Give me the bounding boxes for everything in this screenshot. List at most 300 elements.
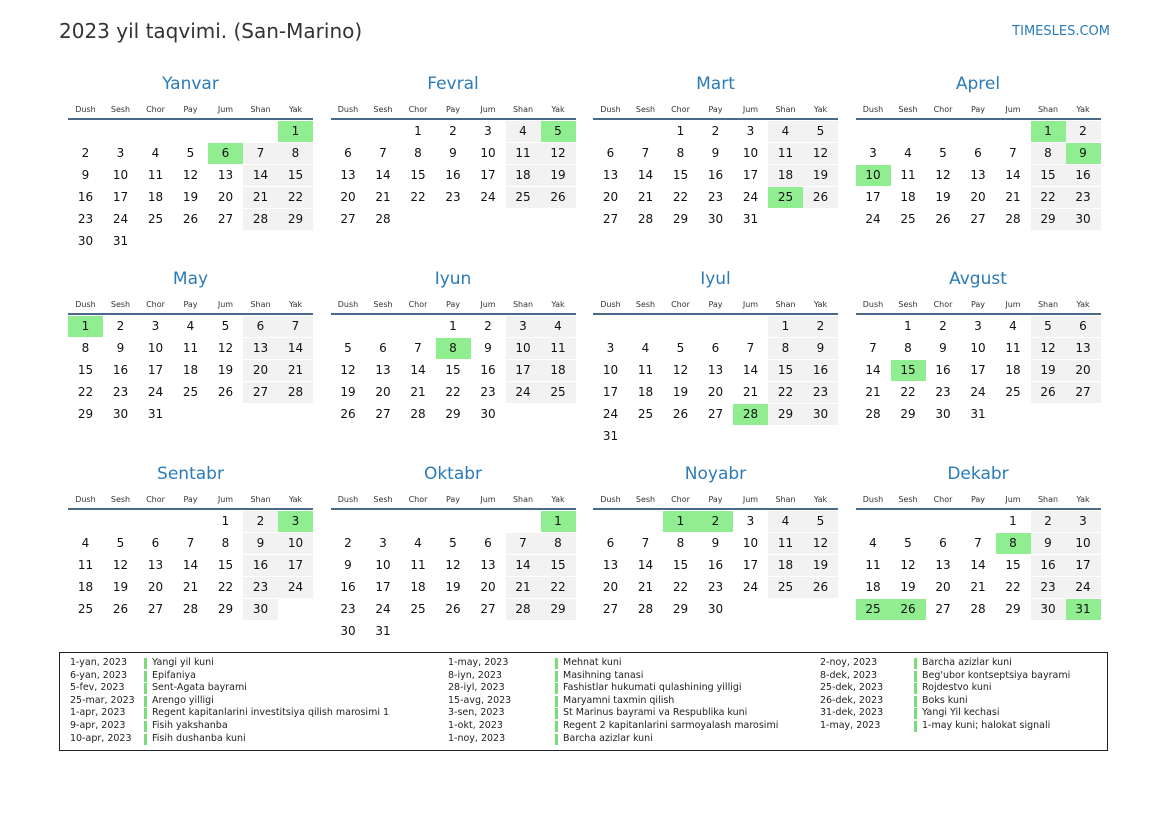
weekday-label: Jum bbox=[480, 300, 496, 309]
month-yanvar bbox=[68, 72, 313, 267]
holiday-date: 1-okt, 2023 bbox=[448, 720, 503, 731]
day-cell: 15 bbox=[672, 558, 689, 572]
month-name: Iyun bbox=[434, 269, 472, 289]
day-cell: 29 bbox=[1005, 602, 1021, 616]
weekday-label: Jum bbox=[742, 495, 759, 504]
day-cell: 24 bbox=[375, 602, 391, 616]
day-cell: 11 bbox=[541, 338, 576, 359]
day-cell: 13 bbox=[935, 558, 951, 572]
day-cell: 14 bbox=[375, 168, 391, 182]
day-cell: 21 bbox=[506, 577, 541, 598]
day-cell: 11 bbox=[637, 363, 654, 377]
day-cell: 4 bbox=[768, 121, 803, 142]
weekday-label: Shan bbox=[250, 495, 271, 504]
site-link[interactable]: TIMESLES.COM bbox=[1012, 24, 1110, 39]
weekday-label: Shan bbox=[512, 300, 534, 309]
month-sentabr bbox=[68, 462, 313, 657]
weekday-label: Pay bbox=[445, 105, 461, 114]
day-cell: 4 bbox=[151, 146, 160, 160]
day-cell: 13 bbox=[602, 558, 619, 572]
day-cell: 9 bbox=[243, 533, 278, 554]
day-cell: 23 bbox=[803, 382, 838, 403]
day-cell: 3 bbox=[746, 124, 755, 138]
day-cell: 30 bbox=[340, 624, 356, 638]
holiday-marker bbox=[914, 696, 917, 707]
weekday-label: Pay bbox=[708, 300, 723, 309]
weekday-label: Dush bbox=[75, 495, 96, 504]
month-name: Iyul bbox=[700, 269, 731, 289]
day-cell: 14 bbox=[243, 165, 278, 186]
day-cell: 21 bbox=[742, 385, 759, 399]
day-cell: 16 bbox=[1031, 555, 1066, 576]
weekday-rule bbox=[68, 313, 313, 315]
day-cell: 6 bbox=[379, 341, 387, 355]
holiday-date: 28-iyl, 2023 bbox=[448, 682, 505, 694]
weekday-rule bbox=[593, 313, 838, 315]
day-cell: 18 bbox=[182, 363, 199, 377]
day-cell: 17 bbox=[112, 190, 129, 204]
day-cell: 1 bbox=[221, 514, 230, 528]
day-cell: 25 bbox=[637, 407, 654, 421]
weekday-label: Dush bbox=[337, 495, 359, 504]
day-cell: 1 bbox=[449, 319, 457, 333]
day-cell: 27 bbox=[1066, 382, 1101, 403]
day-cell: 24 bbox=[1066, 577, 1101, 598]
day-cell: 22 bbox=[77, 385, 94, 399]
day-cell: 3 bbox=[484, 124, 492, 138]
weekday-label: Yak bbox=[551, 300, 565, 309]
day-cell: 19 bbox=[112, 580, 129, 594]
day-cell: 14 bbox=[637, 168, 654, 182]
day-cell: 19 bbox=[217, 363, 234, 377]
day-cell: 23 bbox=[480, 385, 496, 399]
month-name: Avgust bbox=[949, 269, 1007, 289]
holiday-date: 3-sen, 2023 bbox=[448, 707, 505, 719]
weekday-label: Jum bbox=[217, 495, 234, 504]
day-cell: 22 bbox=[672, 580, 689, 594]
day-cell: 25 bbox=[506, 187, 541, 208]
weekday-label: Pay bbox=[183, 105, 198, 114]
day-cell: 13 bbox=[970, 168, 986, 182]
weekday-label: Shan bbox=[1037, 495, 1059, 504]
holiday-marker bbox=[914, 658, 917, 669]
day-cell: 30 bbox=[243, 599, 278, 620]
holiday-marker bbox=[914, 671, 917, 682]
day-cell: 14 bbox=[410, 363, 426, 377]
day-cell: 16 bbox=[445, 168, 461, 182]
holiday-date: 10-apr, 2023 bbox=[70, 732, 132, 744]
holiday-name: Masihning tanasi bbox=[563, 669, 644, 681]
day-cell: 4 bbox=[904, 146, 912, 160]
day-cell: 12 bbox=[935, 168, 951, 182]
day-cell: 27 bbox=[243, 382, 278, 403]
day-cell: 4 bbox=[414, 536, 422, 550]
weekday-label: Dush bbox=[600, 105, 621, 114]
holiday-day-cell: 1 bbox=[663, 511, 698, 532]
weekday-label: Jum bbox=[1005, 105, 1021, 114]
day-cell: 18 bbox=[637, 385, 654, 399]
weekday-label: Yak bbox=[1076, 300, 1090, 309]
day-cell: 15 bbox=[1031, 165, 1066, 186]
holiday-marker bbox=[144, 658, 147, 669]
weekday-label: Yak bbox=[1076, 105, 1090, 114]
weekday-label: Shan bbox=[775, 105, 796, 114]
holiday-marker bbox=[914, 683, 917, 694]
holiday-date: 1-yan, 2023 bbox=[70, 657, 127, 668]
day-cell: 22 bbox=[217, 580, 234, 594]
day-cell: 22 bbox=[445, 385, 461, 399]
holiday-name: Arengo yilligi bbox=[152, 694, 214, 706]
day-cell: 10 bbox=[970, 341, 986, 355]
weekday-label: Dush bbox=[600, 300, 621, 309]
day-cell: 13 bbox=[243, 338, 278, 359]
day-cell: 19 bbox=[935, 190, 951, 204]
day-cell: 25 bbox=[147, 212, 164, 226]
day-cell: 26 bbox=[112, 602, 129, 616]
day-cell: 26 bbox=[340, 407, 356, 421]
day-cell: 5 bbox=[803, 511, 838, 532]
day-cell: 31 bbox=[112, 234, 129, 248]
holiday-day-cell: 25 bbox=[768, 187, 803, 208]
day-cell: 21 bbox=[865, 385, 881, 399]
day-cell: 12 bbox=[672, 363, 689, 377]
weekday-rule bbox=[331, 313, 576, 315]
holiday-marker bbox=[914, 708, 917, 719]
day-cell: 28 bbox=[865, 407, 881, 421]
day-cell: 31 bbox=[602, 429, 619, 443]
day-cell: 14 bbox=[182, 558, 199, 572]
holiday-marker bbox=[555, 721, 558, 732]
weekday-label: Chor bbox=[408, 105, 428, 114]
day-cell: 21 bbox=[637, 580, 654, 594]
day-cell: 11 bbox=[77, 558, 94, 572]
day-cell: 28 bbox=[1005, 212, 1021, 226]
weekday-label: Dush bbox=[600, 495, 621, 504]
day-cell: 20 bbox=[970, 190, 986, 204]
day-cell: 8 bbox=[414, 146, 422, 160]
day-cell: 12 bbox=[541, 143, 576, 164]
day-cell: 3 bbox=[151, 319, 160, 333]
day-cell: 15 bbox=[278, 165, 313, 186]
day-cell: 11 bbox=[1005, 341, 1021, 355]
day-cell: 21 bbox=[278, 360, 313, 381]
day-cell: 18 bbox=[410, 580, 426, 594]
day-cell: 11 bbox=[182, 341, 199, 355]
weekday-label: Jum bbox=[480, 105, 496, 114]
day-cell: 3 bbox=[506, 316, 541, 337]
day-cell: 8 bbox=[541, 533, 576, 554]
day-cell: 18 bbox=[768, 165, 803, 186]
day-cell: 15 bbox=[672, 168, 689, 182]
holiday-date: 15-avg, 2023 bbox=[448, 694, 512, 706]
day-cell: 2 bbox=[243, 511, 278, 532]
day-cell: 19 bbox=[182, 190, 199, 204]
day-cell: 6 bbox=[711, 341, 720, 355]
day-cell: 10 bbox=[112, 168, 129, 182]
day-cell: 30 bbox=[803, 404, 838, 425]
day-cell: 12 bbox=[803, 533, 838, 554]
day-cell: 27 bbox=[970, 212, 986, 226]
day-cell: 29 bbox=[900, 407, 916, 421]
day-cell: 20 bbox=[480, 580, 496, 594]
holiday-marker bbox=[555, 708, 558, 719]
weekday-label: Sesh bbox=[635, 300, 656, 309]
holiday-date: 9-apr, 2023 bbox=[70, 720, 126, 731]
day-cell: 13 bbox=[340, 168, 356, 182]
holiday-name: Regent 2 kapitanlarini sarmoyalash marosimi bbox=[563, 720, 779, 731]
day-cell: 12 bbox=[900, 558, 916, 572]
day-cell: 18 bbox=[768, 555, 803, 576]
day-cell: 16 bbox=[935, 363, 951, 377]
day-cell: 29 bbox=[1031, 209, 1066, 230]
day-cell: 11 bbox=[410, 558, 426, 572]
day-cell: 19 bbox=[541, 165, 576, 186]
day-cell: 29 bbox=[541, 599, 576, 620]
weekday-label: Yak bbox=[813, 300, 828, 309]
month-iyul bbox=[593, 267, 838, 462]
day-cell: 9 bbox=[484, 341, 492, 355]
day-cell: 16 bbox=[1066, 165, 1101, 186]
day-cell: 24 bbox=[865, 212, 881, 226]
day-cell: 22 bbox=[768, 382, 803, 403]
day-cell: 9 bbox=[711, 536, 720, 550]
day-cell: 23 bbox=[935, 385, 951, 399]
day-cell: 1 bbox=[414, 124, 422, 138]
weekday-label: Yak bbox=[288, 300, 303, 309]
weekday-label: Jum bbox=[1005, 300, 1021, 309]
day-cell: 17 bbox=[602, 385, 619, 399]
holiday-name: Barcha azizlar kuni bbox=[922, 657, 1012, 668]
day-cell: 31 bbox=[742, 212, 759, 226]
holiday-name: Maryamni taxmin qilish bbox=[563, 694, 675, 706]
weekday-label: Yak bbox=[551, 105, 565, 114]
day-cell: 13 bbox=[602, 168, 619, 182]
holiday-marker bbox=[144, 696, 147, 707]
day-cell: 15 bbox=[541, 555, 576, 576]
holiday-name: Yangi yil kuni bbox=[152, 657, 214, 668]
day-cell: 17 bbox=[278, 555, 313, 576]
day-cell: 10 bbox=[1066, 533, 1101, 554]
day-cell: 28 bbox=[410, 407, 426, 421]
day-cell: 8 bbox=[676, 146, 685, 160]
day-cell: 30 bbox=[707, 212, 724, 226]
day-cell: 20 bbox=[602, 190, 619, 204]
holiday-name: Barcha azizlar kuni bbox=[563, 732, 653, 744]
month-name: Noyabr bbox=[684, 464, 747, 484]
month-fevral bbox=[331, 72, 576, 267]
month-oktabr bbox=[331, 462, 576, 657]
weekday-label: Jum bbox=[742, 105, 759, 114]
weekday-label: Sesh bbox=[898, 105, 918, 114]
weekday-label: Jum bbox=[217, 300, 234, 309]
holiday-date: 1-noy, 2023 bbox=[448, 732, 506, 744]
day-cell: 23 bbox=[707, 190, 724, 204]
holiday-name: Sent-Agata bayrami bbox=[152, 682, 247, 694]
day-cell: 17 bbox=[375, 580, 391, 594]
day-cell: 2 bbox=[449, 124, 457, 138]
day-cell: 7 bbox=[641, 146, 650, 160]
holiday-date: 6-yan, 2023 bbox=[70, 669, 127, 681]
day-cell: 29 bbox=[672, 602, 689, 616]
weekday-label: Yak bbox=[288, 495, 303, 504]
holiday-date: 25-dek, 2023 bbox=[820, 682, 884, 694]
day-cell: 21 bbox=[1005, 190, 1021, 204]
day-cell: 23 bbox=[112, 385, 129, 399]
holiday-date: 8-dek, 2023 bbox=[820, 669, 878, 681]
day-cell: 15 bbox=[217, 558, 234, 572]
day-cell: 29 bbox=[217, 602, 234, 616]
holiday-day-cell: 5 bbox=[541, 121, 576, 142]
holiday-date: 25-mar, 2023 bbox=[70, 694, 135, 706]
day-cell: 18 bbox=[541, 360, 576, 381]
day-cell: 13 bbox=[707, 363, 724, 377]
day-cell: 9 bbox=[116, 341, 125, 355]
weekday-rule bbox=[593, 118, 838, 120]
day-cell: 5 bbox=[116, 536, 125, 550]
day-cell: 27 bbox=[375, 407, 391, 421]
day-cell: 8 bbox=[221, 536, 230, 550]
day-cell: 16 bbox=[480, 363, 496, 377]
holiday-date: 8-iyn, 2023 bbox=[448, 669, 502, 681]
day-cell: 12 bbox=[1031, 338, 1066, 359]
day-cell: 19 bbox=[672, 385, 689, 399]
day-cell: 26 bbox=[672, 407, 689, 421]
day-cell: 10 bbox=[602, 363, 619, 377]
day-cell: 14 bbox=[1005, 168, 1021, 182]
day-cell: 6 bbox=[939, 536, 947, 550]
day-cell: 6 bbox=[243, 316, 278, 337]
weekday-label: Pay bbox=[970, 105, 986, 114]
day-cell: 7 bbox=[869, 341, 877, 355]
day-cell: 21 bbox=[637, 190, 654, 204]
day-cell: 20 bbox=[375, 385, 391, 399]
weekday-label: Shan bbox=[512, 495, 534, 504]
day-cell: 15 bbox=[768, 360, 803, 381]
weekday-label: Yak bbox=[288, 105, 303, 114]
calendar-grid bbox=[68, 72, 1101, 652]
month-name: Oktabr bbox=[423, 464, 483, 484]
day-cell: 31 bbox=[970, 407, 986, 421]
day-cell: 27 bbox=[480, 602, 496, 616]
weekday-label: Yak bbox=[1076, 495, 1090, 504]
weekday-label: Shan bbox=[250, 300, 271, 309]
day-cell: 30 bbox=[1031, 599, 1066, 620]
holiday-day-cell: 26 bbox=[891, 599, 926, 620]
weekday-label: Jum bbox=[742, 300, 759, 309]
day-cell: 24 bbox=[480, 190, 496, 204]
day-cell: 22 bbox=[410, 190, 426, 204]
weekday-rule bbox=[331, 508, 576, 510]
holiday-marker bbox=[144, 721, 147, 732]
day-cell: 16 bbox=[803, 360, 838, 381]
day-cell: 20 bbox=[217, 190, 234, 204]
holiday-marker bbox=[144, 683, 147, 694]
weekday-label: Sesh bbox=[898, 495, 918, 504]
day-cell: 4 bbox=[869, 536, 877, 550]
holiday-marker bbox=[555, 658, 558, 669]
holiday-date: 1-may, 2023 bbox=[820, 720, 881, 731]
holiday-name: Regent kapitanlarini investitsiya qilish marosimi 1 bbox=[152, 707, 390, 719]
day-cell: 19 bbox=[803, 555, 838, 576]
day-cell: 30 bbox=[1066, 209, 1101, 230]
day-cell: 20 bbox=[1066, 360, 1101, 381]
weekday-label: Chor bbox=[933, 300, 953, 309]
day-cell: 7 bbox=[278, 316, 313, 337]
holiday-day-cell: 8 bbox=[996, 533, 1031, 554]
holiday-marker bbox=[914, 721, 917, 732]
day-cell: 25 bbox=[182, 385, 199, 399]
day-cell: 24 bbox=[742, 580, 759, 594]
day-cell: 21 bbox=[182, 580, 199, 594]
day-cell: 19 bbox=[340, 385, 356, 399]
day-cell: 5 bbox=[904, 536, 912, 550]
day-cell: 2 bbox=[939, 319, 947, 333]
weekday-label: Chor bbox=[933, 495, 953, 504]
day-cell: 31 bbox=[375, 624, 391, 638]
holiday-day-cell: 3 bbox=[278, 511, 313, 532]
weekday-rule bbox=[856, 118, 1101, 120]
weekday-label: Sesh bbox=[635, 105, 656, 114]
weekday-label: Sesh bbox=[110, 300, 131, 309]
holiday-date: 2-noy, 2023 bbox=[820, 657, 878, 668]
day-cell: 29 bbox=[672, 212, 689, 226]
day-cell: 31 bbox=[147, 407, 164, 421]
day-cell: 9 bbox=[803, 338, 838, 359]
weekday-label: Yak bbox=[813, 105, 828, 114]
weekday-label: Chor bbox=[933, 105, 953, 114]
day-cell: 5 bbox=[1031, 316, 1066, 337]
weekday-label: Dush bbox=[862, 105, 884, 114]
page-title: 2023 yil taqvimi. (San-Marino) bbox=[59, 19, 363, 43]
holiday-date: 31-dek, 2023 bbox=[820, 707, 884, 719]
day-cell: 3 bbox=[869, 146, 877, 160]
weekday-label: Chor bbox=[671, 495, 690, 504]
day-cell: 20 bbox=[935, 580, 951, 594]
weekday-label: Yak bbox=[813, 495, 828, 504]
day-cell: 8 bbox=[904, 341, 912, 355]
holiday-name: Boks kuni bbox=[922, 694, 968, 706]
month-noyabr bbox=[593, 462, 838, 657]
weekday-label: Chor bbox=[146, 300, 165, 309]
month-name: Mart bbox=[696, 74, 735, 94]
day-cell: 11 bbox=[506, 143, 541, 164]
day-cell: 28 bbox=[182, 602, 199, 616]
day-cell: 15 bbox=[410, 168, 426, 182]
holiday-name: Fisih yakshanba bbox=[152, 720, 228, 731]
weekday-label: Chor bbox=[146, 105, 165, 114]
day-cell: 8 bbox=[81, 341, 90, 355]
weekday-label: Sesh bbox=[898, 300, 918, 309]
day-cell: 25 bbox=[768, 577, 803, 598]
day-cell: 1 bbox=[676, 124, 685, 138]
day-cell: 24 bbox=[278, 577, 313, 598]
day-cell: 30 bbox=[935, 407, 951, 421]
holiday-day-cell: 1 bbox=[541, 511, 576, 532]
weekday-label: Pay bbox=[970, 300, 986, 309]
day-cell: 27 bbox=[217, 212, 234, 226]
day-cell: 1 bbox=[768, 316, 803, 337]
day-cell: 13 bbox=[147, 558, 164, 572]
holiday-day-cell: 8 bbox=[436, 338, 471, 359]
day-cell: 19 bbox=[1031, 360, 1066, 381]
day-cell: 17 bbox=[480, 168, 496, 182]
day-cell: 17 bbox=[742, 558, 759, 572]
day-cell: 3 bbox=[746, 514, 755, 528]
day-cell: 3 bbox=[379, 536, 387, 550]
day-cell: 24 bbox=[506, 382, 541, 403]
weekday-label: Pay bbox=[708, 105, 723, 114]
day-cell: 13 bbox=[480, 558, 496, 572]
